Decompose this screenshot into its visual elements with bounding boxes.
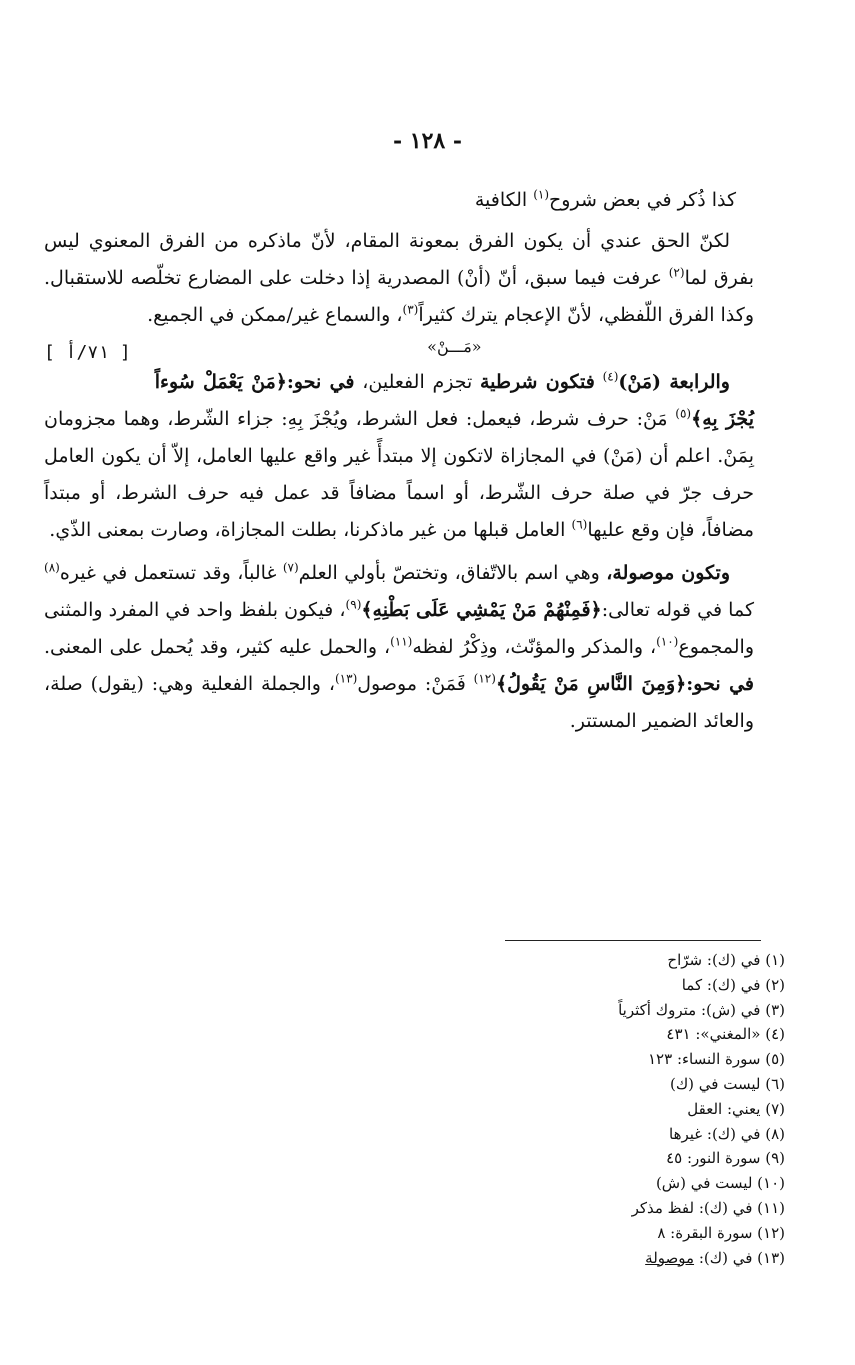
footnote-ref: (٧) (282, 560, 299, 575)
section-title: «مَـــنْ» (427, 337, 482, 356)
paragraph-1 (44, 182, 736, 219)
text-span: غالباً، وقد تستعمل في غيره (59, 562, 277, 584)
footnote-ref: (١٢) (473, 671, 496, 686)
text-span: الكافية (474, 189, 528, 211)
footnote: (٨) في (ك): غيرها (669, 1124, 785, 1143)
quran-verse: ﴿فَمِنْهُمْ مَنْ يَمْشِي عَلَى بَطْنِهِ﴾ (361, 599, 602, 621)
footnote: (٧) يعني: العقل (687, 1099, 785, 1118)
text-span: كذا ذُكر في بعض شروح (549, 189, 736, 211)
footnotes-list (430, 948, 785, 1270)
footnote: (١١) في (ك): لفظ مذكر (631, 1198, 785, 1217)
footnote-ref: (٣) (402, 302, 419, 317)
quran-verse: ﴿وَمِنَ النَّاسِ مَنْ يَقُولُ﴾ (495, 673, 687, 695)
text-span: وتكون موصولة، (606, 562, 731, 584)
footnote-ref: (٢) (668, 265, 685, 280)
text-span: ، فيكون بلفظ واحد في المفرد والمثنى والمجموع (44, 599, 754, 658)
footnote: (٩) سورة النور: ٤٥ (666, 1149, 785, 1168)
footnote-ref: (٩) (345, 597, 362, 612)
paragraph-4 (44, 555, 754, 740)
quran-verse: ﴿مَنْ يَعْمَلْ سُوءاً يُجْزَ بِهِ﴾ (154, 371, 754, 430)
paragraph-3 (44, 364, 754, 549)
manuscript-folio-marker: [ ٧١/أ ] (44, 342, 131, 363)
footnote-ref: (١٣) (334, 671, 358, 686)
text-span: ، والسماع غير/ممكن في الجميع. (147, 304, 403, 326)
text-span: فتكون شرطية (480, 371, 595, 393)
text-span: في نحو: (286, 371, 355, 393)
footnote: (٣) في (ش): متروك أكثرياً (618, 1000, 785, 1019)
text-span: في نحو: (686, 673, 755, 695)
footnote-ref: (٤) (602, 369, 619, 384)
footnote (430, 1246, 785, 1271)
text-span: عرفت فيما سبق، أنّ (أنْ) المصدرية إذا دخلت على المضارع تخلّصه للاستقبال. وكذا الفرق اللّفظي، لأنّ الإعجام يترك كثيراً (44, 267, 754, 326)
footnote-separator (505, 940, 761, 941)
footnote-ref: (١) (533, 187, 550, 202)
footnote: (٥) سورة النساء: ١٢٣ (648, 1050, 785, 1069)
text-span: كما في قوله تعالى: (601, 599, 755, 621)
footnote-value: موصولة (645, 1248, 695, 1267)
text-span: ، والجملة الفعلية وهي: (يقول) صلة، والعائد الضمير المستتر. (44, 673, 754, 732)
text-span: مَنْ: حرف شرط، فيعمل: فعل الشرط، ويُجْزَ بِهِ: جزاء الشّرط، وهما مجزومان بِمَنْ. اعلم أن (مَنْ) في المجازاة لاتكون إلا مبتدأً غير واقع عليها العامل، إلاّ أن يكون العامل حرف جرّ في صلة حرف الشّرط، أو اسماً مضافاً قد عمل فيه حرف الشرط، أو مبتداً مضافاً، فإن وقع عليها (44, 408, 754, 541)
footnote-ref: (١٠) (656, 634, 679, 649)
text-span: ، والحمل عليه كثير، وقد يُحمل على المعنى. (44, 636, 391, 658)
text-span: لكنّ الحق عندي أن يكون الفرق بمعونة المقام، لأنّ ماذكره من الفرق المعنوي ليس بفرق لما (44, 230, 754, 289)
text-span: فَمَنْ: موصول (357, 673, 466, 695)
text-span: ، والمذكر والمؤنّث، وذِكْرُ لفظه (412, 636, 657, 658)
footnote-ref: (٨) (44, 560, 60, 575)
footnote-label: (١٣) في (ك): (698, 1248, 785, 1267)
text-span: والرابعة (مَنْ) (618, 371, 730, 393)
page-number: - ١٢٨ - (392, 128, 463, 154)
main-text (44, 182, 754, 740)
footnote: (٤) «المغني»: ٤٣١ (666, 1025, 785, 1044)
footnote: (١٢) سورة البقرة: ٨ (657, 1223, 785, 1242)
footnote-ref: (٥) (675, 406, 692, 421)
footnote: (١) في (ك): شرّاح (667, 951, 785, 969)
text-span: تجزم الفعلين، (362, 371, 473, 393)
text-span: وهي اسم بالاتّفاق، وتختصّ بأولي العلم (298, 562, 600, 584)
footnote-ref: (٦) (571, 517, 588, 532)
footnote: (٦) ليست في (ك) (669, 1074, 785, 1093)
footnote: (٢) في (ك): كما (681, 975, 785, 994)
text-span: العامل قبلها من غير ماذكرنا، بطلت المجازاة، وصارت بمعنى الذّي. (49, 519, 566, 541)
footnote: (١٠) ليست في (ش) (655, 1174, 785, 1193)
footnote-ref: (١١) (390, 634, 413, 649)
